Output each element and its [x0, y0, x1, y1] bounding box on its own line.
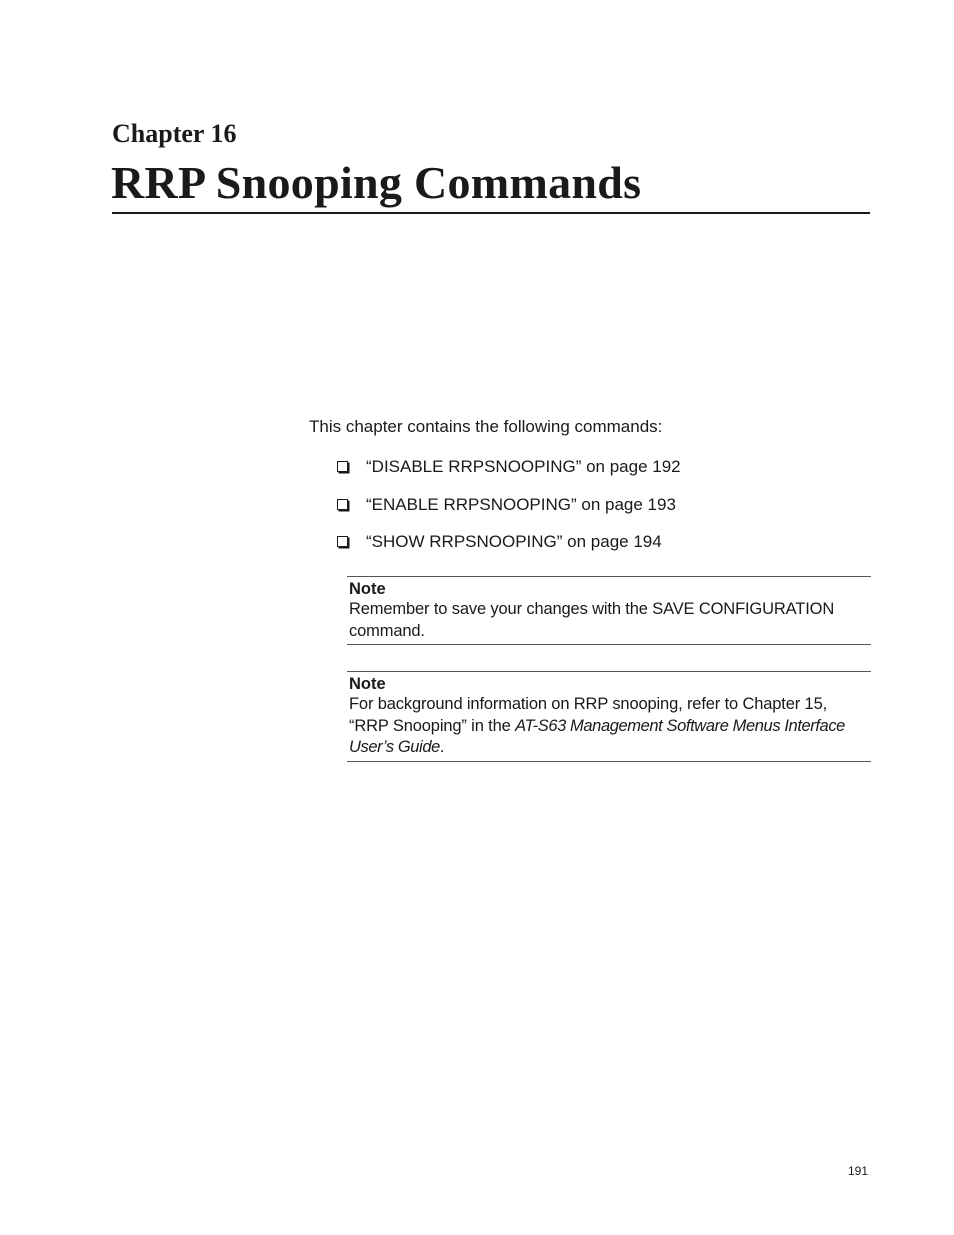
note-line: Remember to save your changes with the SAVE CONFIGURATION [349, 600, 835, 618]
guide-title-end[interactable]: User’s Guide [349, 738, 440, 756]
guide-title[interactable]: AT-S63 Management Software Menus Interface [515, 716, 845, 735]
checkbox-bullet-icon [337, 499, 348, 510]
command-link-enable[interactable]: “ENABLE RRPSNOOPING” on page 193 [366, 494, 676, 514]
note-body [347, 694, 871, 759]
command-link-disable[interactable]: “DISABLE RRPSNOOPING” on page 192 [366, 457, 681, 476]
note-text: . [439, 738, 445, 756]
note-save-config [347, 576, 871, 645]
page-number: 191 [847, 1164, 868, 1178]
note-line: For background information on RRP snooping, refer to Chapter 15, [349, 695, 828, 713]
checkbox-bullet-icon [337, 461, 348, 472]
title-rule [112, 212, 870, 214]
command-link-show[interactable]: “SHOW RRPSNOOPING” on page 194 [366, 532, 662, 551]
chapter-title: RRP Snooping Commands [111, 157, 642, 208]
note-line: command. [349, 621, 425, 640]
intro-text: This chapter contains the following commands: [309, 417, 663, 436]
checkbox-bullet-icon [337, 536, 348, 547]
note-text: “RRP Snooping” in the [349, 716, 516, 735]
note-body [347, 599, 871, 642]
chapter-label: Chapter 16 [112, 119, 237, 148]
note-heading: Note [349, 675, 386, 693]
note-background-info [347, 671, 871, 762]
note-heading: Note [349, 580, 386, 598]
